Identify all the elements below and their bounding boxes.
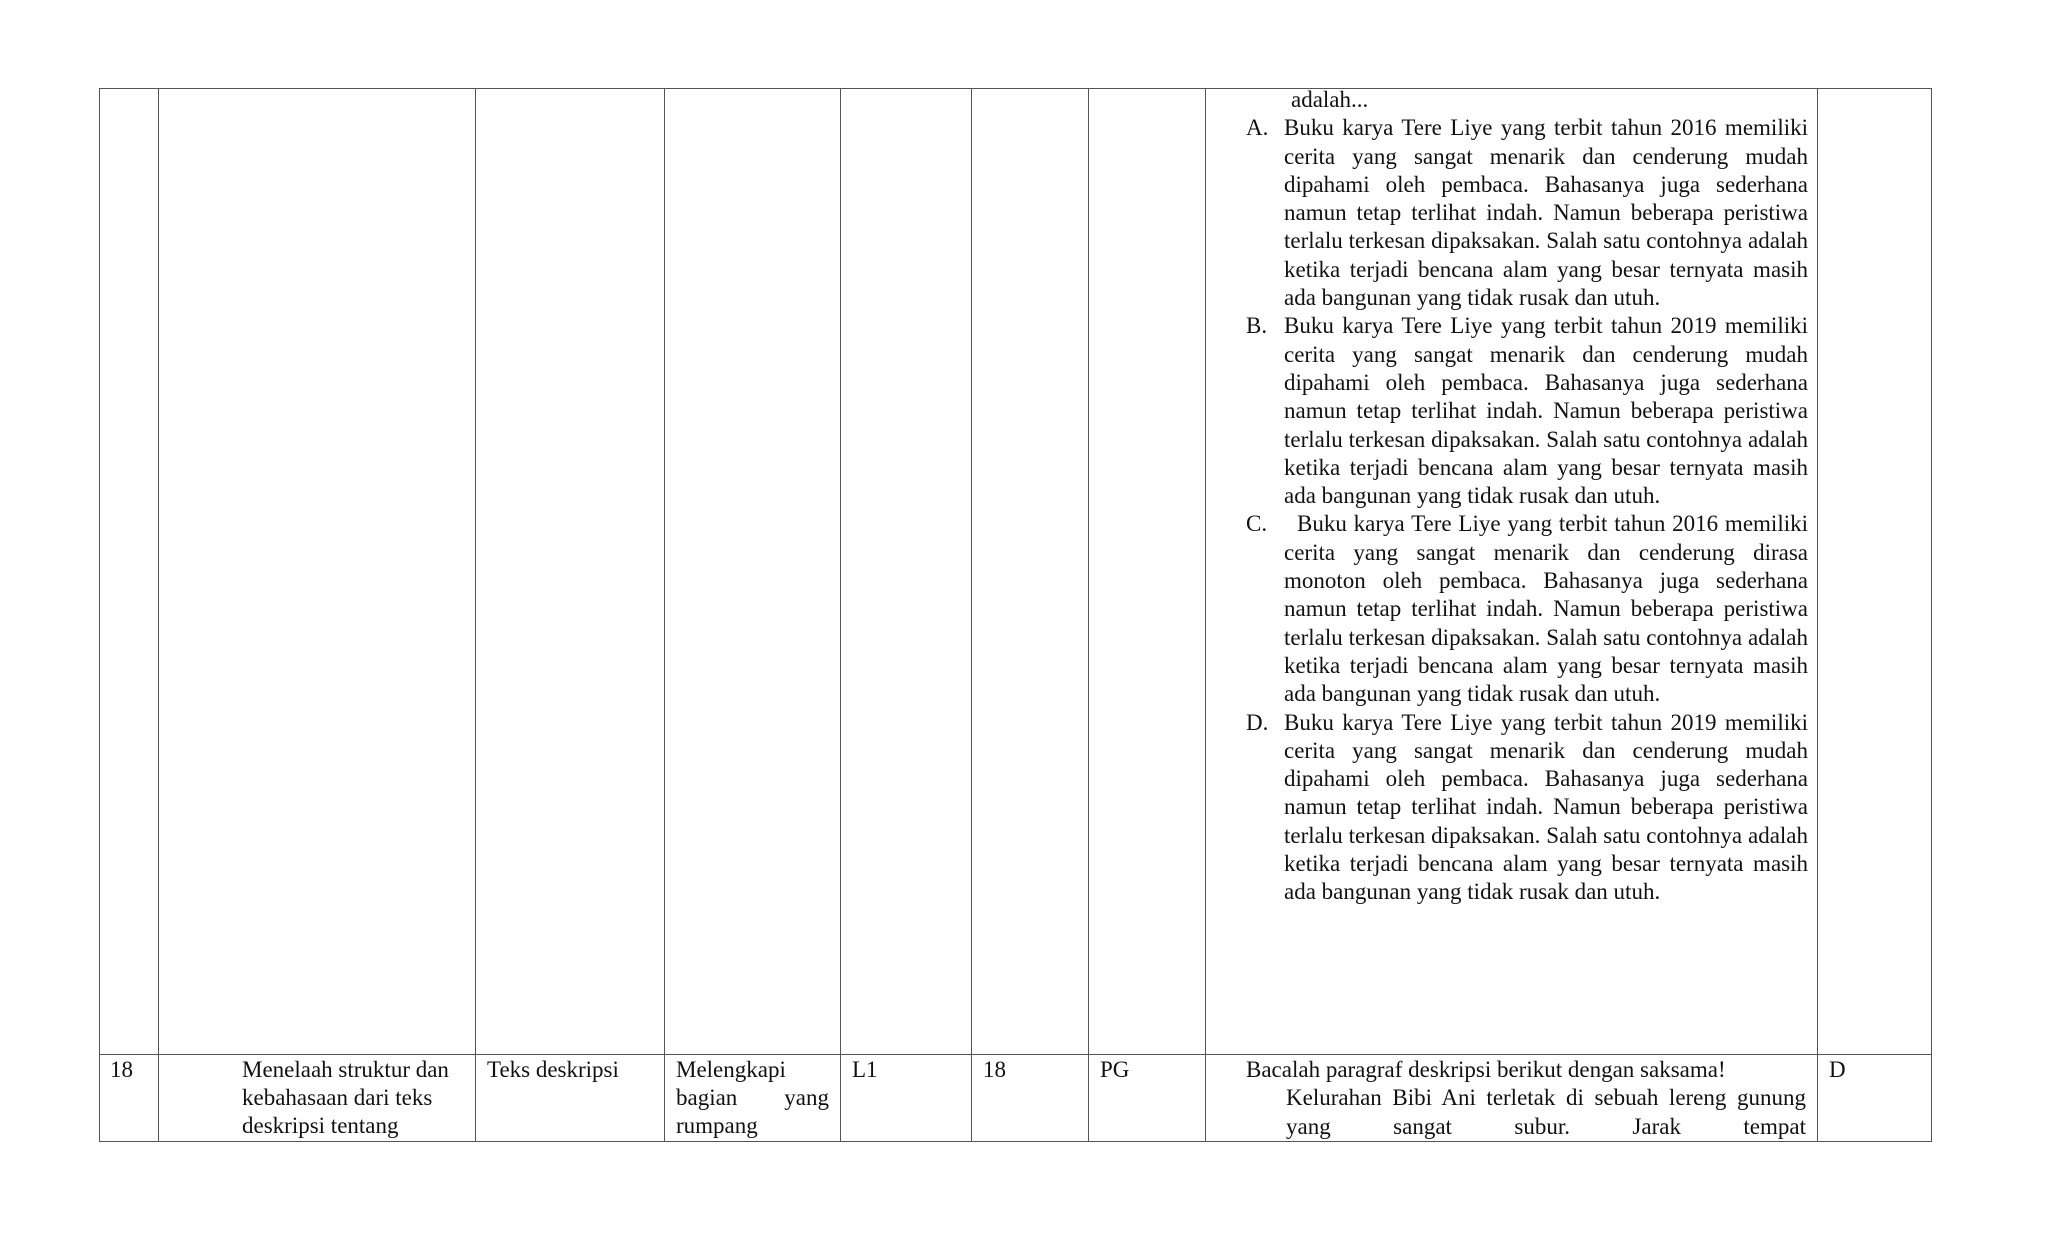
option-a-text: Buku karya Tere Liye yang terbit tahun 2016 memiliki cerita yang sangat menarik dan cenderung mudah dipahami oleh pembaca. Bahasanya juga sederhana namun tetap terlihat indah. Namun beberapa peristiwa terlalu terkesan dipaksakan. Salah satu contohnya adalah ketika terjadi bencana alam yang besar ternyata masih ada bangunan yang tidak rusak dan utuh. (1284, 115, 1808, 311)
column-divider (664, 88, 665, 1142)
column-divider (1205, 88, 1206, 1142)
table-border-bottom (99, 1141, 1931, 1142)
option-c-text: Buku karya Tere Liye yang terbit tahun 2016 memiliki cerita yang sangat menarik dan cenderung dirasa monoton oleh pembaca. Bahasanya juga sederhana namun tetap terlihat indah. Namun beberapa peristiwa terlalu terkesan dipaksakan. Salah satu contohnya adalah ketika terjadi bencana alam yang besar ternyata masih ada bangunan yang tidak rusak dan utuh. (1284, 511, 1808, 707)
option-a (1246, 114, 1808, 312)
option-a-letter: A. (1246, 115, 1269, 141)
question-paragraph: Kelurahan Bibi Ani terletak di sebuah lereng gunung yang sangat subur. Jarak tempat (1286, 1085, 1806, 1139)
indicator-cell: Melengkapi bagian yang rumpang (676, 1057, 829, 1138)
option-d-text: Buku karya Tere Liye yang terbit tahun 2019 memiliki cerita yang sangat menarik dan cenderung mudah dipahami oleh pembaca. Bahasanya juga sederhana namun tetap terlihat indah. Namun beberapa peristiwa terlalu terkesan dipaksakan. Salah satu contohnya adalah ketika terjadi bencana alam yang besar ternyata masih ada bangunan yang tidak rusak dan utuh. (1284, 709, 1808, 905)
column-divider (840, 88, 841, 1142)
option-c-letter: C. (1246, 511, 1268, 537)
column-divider (1817, 88, 1818, 1142)
table-border-right (1931, 88, 1932, 1142)
option-b-letter: B. (1246, 313, 1268, 339)
question-stem-tail: adalah... (1291, 87, 1369, 112)
row-number: 18 (110, 1057, 133, 1082)
option-d-letter: D. (1246, 709, 1269, 735)
form-cell: PG (1100, 1057, 1130, 1082)
column-divider (475, 88, 476, 1142)
option-c (1246, 510, 1808, 708)
column-divider (1088, 88, 1089, 1142)
option-d (1246, 709, 1808, 907)
question-number-cell: 18 (983, 1057, 1006, 1082)
answer-key-cell: D (1829, 1057, 1846, 1082)
column-divider (158, 88, 159, 1142)
question-instruction: Bacalah paragraf deskripsi berikut dengan saksama! (1246, 1057, 1726, 1082)
option-b-text: Buku karya Tere Liye yang terbit tahun 2019 memiliki cerita yang sangat menarik dan cenderung mudah dipahami oleh pembaca. Bahasanya juga sederhana namun tetap terlihat indah. Namun beberapa peristiwa terlalu terkesan dipaksakan. Salah satu contohnya adalah ketika terjadi bencana alam yang besar ternyata masih ada bangunan yang tidak rusak dan utuh. (1284, 313, 1808, 509)
table-border-left (99, 88, 100, 1142)
level-cell: L1 (852, 1057, 878, 1082)
previous-question-cell (1246, 86, 1808, 907)
question-cell (1246, 1056, 1806, 1141)
competency-cell: Menelaah struktur dan kebahasaan dari teks deskripsi tentang (242, 1057, 449, 1138)
material-cell: Teks deskripsi (487, 1057, 619, 1082)
option-b (1246, 312, 1808, 510)
column-divider (971, 88, 972, 1142)
row-divider (99, 1054, 1931, 1055)
